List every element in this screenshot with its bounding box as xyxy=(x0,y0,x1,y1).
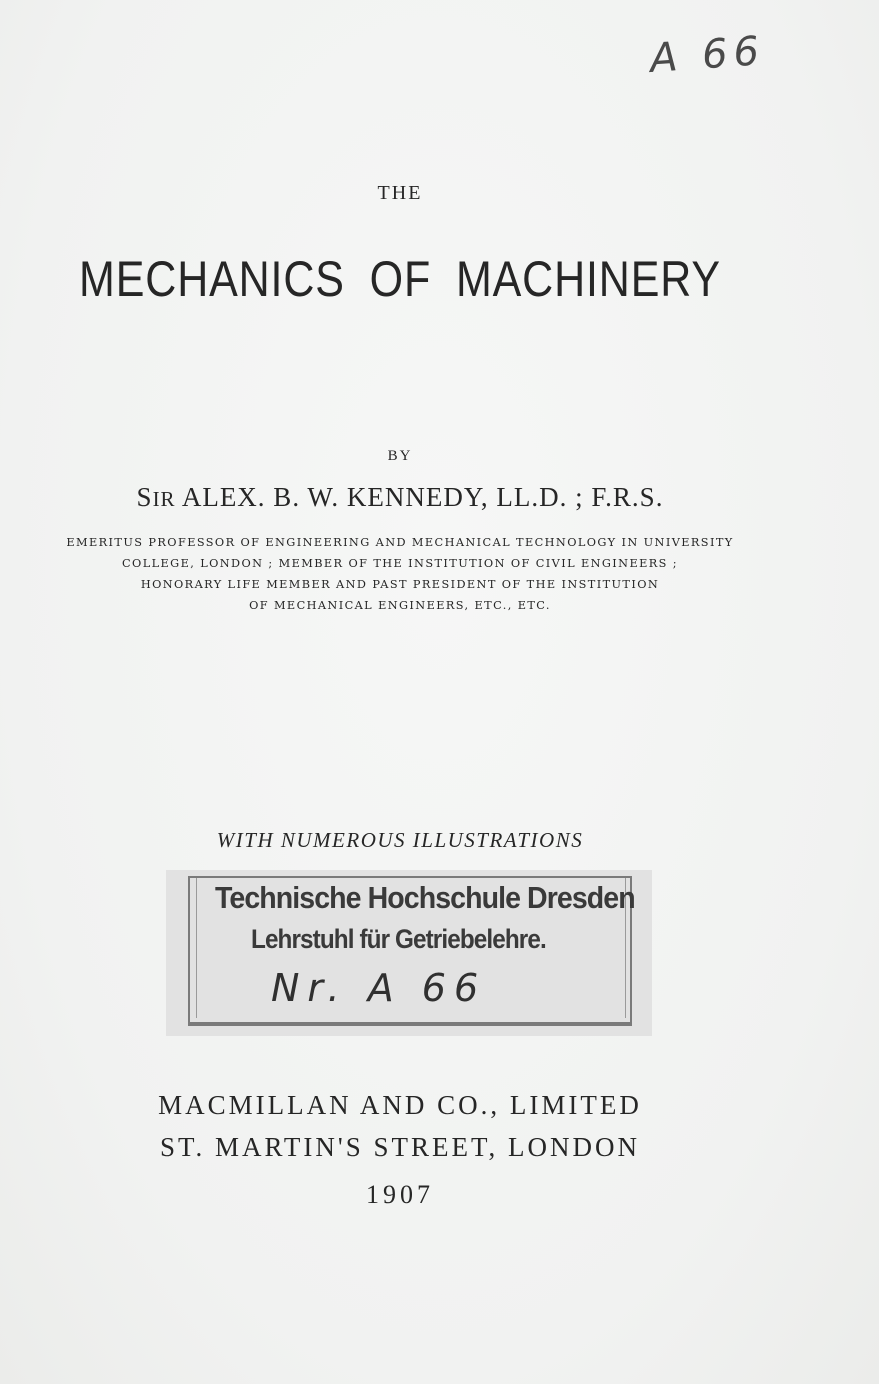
book-title: MECHANICS OF MACHINERY xyxy=(79,251,721,307)
handwritten-shelfmark: A 66 xyxy=(648,28,767,82)
by-line: BY xyxy=(387,448,413,464)
author-credentials xyxy=(0,532,800,616)
publisher-address: ST. MARTIN'S STREET, LONDON xyxy=(160,1132,640,1162)
author xyxy=(0,482,800,513)
stamp-catalog-number: Nr. A 66 xyxy=(271,966,487,1010)
credentials-line: EMERITUS PROFESSOR OF ENGINEERING AND MECHANICAL TECHNOLOGY IN UNIVERSITY xyxy=(66,536,734,549)
illustrations-note: WITH NUMEROUS ILLUSTRATIONS xyxy=(216,828,584,852)
credentials-line: HONORARY LIFE MEMBER AND PAST PRESIDENT OF THE INSTITUTION xyxy=(140,578,660,591)
author-prefix-cap: S xyxy=(136,482,153,512)
stamp-frame xyxy=(188,876,635,1026)
library-stamp-label xyxy=(166,870,652,1036)
imprint xyxy=(0,1084,800,1168)
author-prefix xyxy=(137,482,176,512)
title-article: THE xyxy=(377,182,423,204)
publisher-name: MACMILLAN AND CO., LIMITED xyxy=(158,1090,642,1120)
stamp-department: Lehrstuhl für Getriebelehre. xyxy=(251,924,546,954)
credentials-line: COLLEGE, LONDON ; MEMBER OF THE INSTITUTION OF CIVIL ENGINEERS ; xyxy=(121,557,678,570)
author-prefix-rest: IR xyxy=(152,487,176,511)
author-name: ALEX. B. W. KENNEDY, LL.D. ; F.R.S. xyxy=(181,482,664,512)
stamp-inner-frame xyxy=(196,878,635,1018)
stamp-institution: Technische Hochschule Dresden xyxy=(215,880,635,915)
publication-year: 1907 xyxy=(366,1180,434,1209)
credentials-line: OF MECHANICAL ENGINEERS, ETC., ETC. xyxy=(249,599,551,612)
